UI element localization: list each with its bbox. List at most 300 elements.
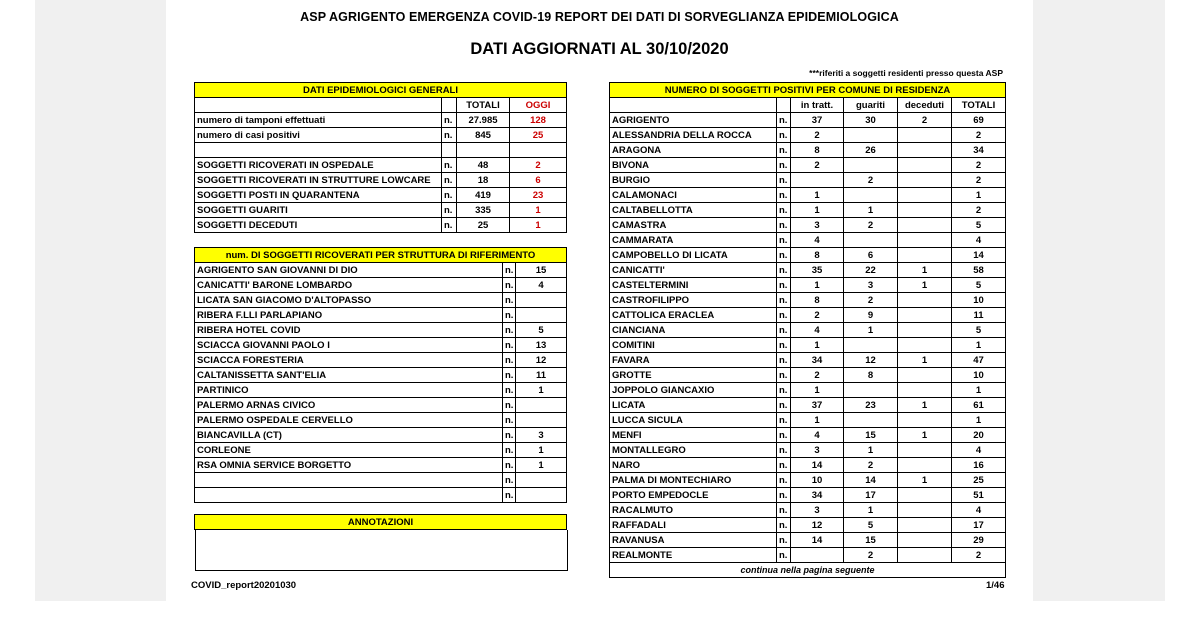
comune-deceduti — [898, 248, 952, 263]
annotations-title: ANNOTAZIONI — [195, 515, 567, 530]
comune-guariti: 30 — [844, 113, 898, 128]
comune-name: CATTOLICA ERACLEA — [610, 308, 777, 323]
comune-name: REALMONTE — [610, 548, 777, 563]
comune-name: MENFI — [610, 428, 777, 443]
comune-totali: 34 — [952, 143, 1006, 158]
comune-row — [610, 428, 1006, 443]
comune-in-tratt: 1 — [791, 413, 844, 428]
comune-totali: 2 — [952, 173, 1006, 188]
comune-totali: 1 — [952, 338, 1006, 353]
comune-guariti: 26 — [844, 143, 898, 158]
comune-in-tratt: 34 — [791, 488, 844, 503]
comuni-table — [609, 82, 1006, 578]
general-row — [195, 143, 567, 158]
col-in-tratt: in tratt. — [791, 98, 844, 113]
comune-guariti — [844, 413, 898, 428]
general-row-oggi: 2 — [510, 158, 567, 173]
comune-name: CASTELTERMINI — [610, 278, 777, 293]
comune-deceduti — [898, 308, 952, 323]
structure-value — [516, 293, 567, 308]
comune-totali: 58 — [952, 263, 1006, 278]
col-totali: TOTALI — [457, 98, 510, 113]
document-page — [166, 0, 1033, 601]
structure-n: n. — [503, 428, 516, 443]
comune-totali: 2 — [952, 128, 1006, 143]
structure-row — [195, 278, 567, 293]
general-row — [195, 218, 567, 233]
comune-name: ARAGONA — [610, 143, 777, 158]
comune-deceduti — [898, 233, 952, 248]
comune-in-tratt: 1 — [791, 188, 844, 203]
comune-n: n. — [777, 443, 791, 458]
comune-row — [610, 353, 1006, 368]
comune-name: CASTROFILIPPO — [610, 293, 777, 308]
comune-deceduti — [898, 443, 952, 458]
general-row-totali: 48 — [457, 158, 510, 173]
comune-n: n. — [777, 428, 791, 443]
structure-name: BIANCAVILLA (CT) — [195, 428, 503, 443]
comune-deceduti — [898, 188, 952, 203]
comune-guariti — [844, 383, 898, 398]
structure-name: AGRIGENTO SAN GIOVANNI DI DIO — [195, 263, 503, 278]
col-guariti: guariti — [844, 98, 898, 113]
structure-row — [195, 413, 567, 428]
comune-in-tratt: 1 — [791, 203, 844, 218]
comune-totali: 5 — [952, 323, 1006, 338]
comune-totali: 2 — [952, 158, 1006, 173]
structure-n: n. — [503, 488, 516, 503]
comune-in-tratt: 3 — [791, 218, 844, 233]
comune-name: CANICATTI' — [610, 263, 777, 278]
comune-n: n. — [777, 548, 791, 563]
comune-guariti: 12 — [844, 353, 898, 368]
general-row-n: n. — [442, 203, 457, 218]
structure-row — [195, 488, 567, 503]
comune-name: JOPPOLO GIANCAXIO — [610, 383, 777, 398]
comune-in-tratt: 3 — [791, 503, 844, 518]
comune-name: RAFFADALI — [610, 518, 777, 533]
general-row-totali: 27.985 — [457, 113, 510, 128]
comune-name: CAMMARATA — [610, 233, 777, 248]
comune-n: n. — [777, 353, 791, 368]
comune-name: LICATA — [610, 398, 777, 413]
structure-name: RIBERA F.LLI PARLAPIANO — [195, 308, 503, 323]
comune-row — [610, 113, 1006, 128]
comune-n: n. — [777, 173, 791, 188]
comune-n: n. — [777, 308, 791, 323]
footer-page-number: 1/46 — [986, 580, 1005, 591]
col-oggi: OGGI — [510, 98, 567, 113]
comune-deceduti: 1 — [898, 398, 952, 413]
comune-in-tratt: 2 — [791, 308, 844, 323]
general-row-totali — [457, 143, 510, 158]
structure-value: 1 — [516, 383, 567, 398]
general-row-n: n. — [442, 113, 457, 128]
general-row-label: SOGGETTI POSTI IN QUARANTENA — [195, 188, 442, 203]
general-row-totali: 25 — [457, 218, 510, 233]
comune-in-tratt: 35 — [791, 263, 844, 278]
comune-name: CAMPOBELLO DI LICATA — [610, 248, 777, 263]
structure-name — [195, 473, 503, 488]
comune-row — [610, 218, 1006, 233]
comune-totali: 4 — [952, 503, 1006, 518]
comune-n: n. — [777, 203, 791, 218]
comune-in-tratt — [791, 173, 844, 188]
structure-row — [195, 293, 567, 308]
general-row-n: n. — [442, 218, 457, 233]
comune-deceduti — [898, 338, 952, 353]
comune-row — [610, 278, 1006, 293]
comune-totali: 5 — [952, 278, 1006, 293]
comune-totali: 5 — [952, 218, 1006, 233]
comune-row — [610, 383, 1006, 398]
comune-deceduti — [898, 368, 952, 383]
structure-value: 15 — [516, 263, 567, 278]
comune-totali: 17 — [952, 518, 1006, 533]
comune-deceduti — [898, 383, 952, 398]
structure-row — [195, 398, 567, 413]
general-row-oggi: 1 — [510, 203, 567, 218]
comune-n: n. — [777, 383, 791, 398]
comune-totali: 2 — [952, 203, 1006, 218]
comune-in-tratt: 37 — [791, 113, 844, 128]
structure-n: n. — [503, 413, 516, 428]
general-row-label: SOGGETTI DECEDUTI — [195, 218, 442, 233]
comune-totali: 14 — [952, 248, 1006, 263]
comune-row — [610, 503, 1006, 518]
comune-in-tratt: 1 — [791, 278, 844, 293]
comune-guariti: 2 — [844, 293, 898, 308]
structure-n: n. — [503, 338, 516, 353]
general-row-label: SOGGETTI GUARITI — [195, 203, 442, 218]
comune-n: n. — [777, 338, 791, 353]
comune-name: CIANCIANA — [610, 323, 777, 338]
comune-n: n. — [777, 323, 791, 338]
structure-name: PALERMO OSPEDALE CERVELLO — [195, 413, 503, 428]
comune-deceduti: 1 — [898, 278, 952, 293]
structure-row — [195, 428, 567, 443]
comune-deceduti: 1 — [898, 473, 952, 488]
structure-value: 11 — [516, 368, 567, 383]
comune-name: NARO — [610, 458, 777, 473]
comune-row — [610, 158, 1006, 173]
comune-totali: 69 — [952, 113, 1006, 128]
comune-totali: 29 — [952, 533, 1006, 548]
comune-guariti: 2 — [844, 173, 898, 188]
comune-deceduti: 1 — [898, 353, 952, 368]
comune-totali: 11 — [952, 308, 1006, 323]
comune-n: n. — [777, 368, 791, 383]
comune-name: ALESSANDRIA DELLA ROCCA — [610, 128, 777, 143]
general-row-totali: 18 — [457, 173, 510, 188]
comune-n: n. — [777, 263, 791, 278]
general-row-oggi: 1 — [510, 218, 567, 233]
general-row-oggi: 128 — [510, 113, 567, 128]
comune-n: n. — [777, 503, 791, 518]
comune-deceduti — [898, 413, 952, 428]
comune-in-tratt: 34 — [791, 353, 844, 368]
comune-name: CALAMONACI — [610, 188, 777, 203]
comune-in-tratt: 8 — [791, 293, 844, 308]
annotations-box — [195, 530, 568, 571]
structure-value: 3 — [516, 428, 567, 443]
comune-deceduti — [898, 173, 952, 188]
comune-guariti: 5 — [844, 518, 898, 533]
comune-deceduti — [898, 158, 952, 173]
structure-n: n. — [503, 308, 516, 323]
comune-n: n. — [777, 518, 791, 533]
comune-n: n. — [777, 458, 791, 473]
comune-row — [610, 128, 1006, 143]
structure-row — [195, 338, 567, 353]
general-row-n: n. — [442, 173, 457, 188]
comune-n: n. — [777, 398, 791, 413]
comune-totali: 61 — [952, 398, 1006, 413]
footer-filename: COVID_report20201030 — [191, 580, 297, 591]
comune-in-tratt: 4 — [791, 428, 844, 443]
structure-n: n. — [503, 368, 516, 383]
general-row-totali: 335 — [457, 203, 510, 218]
comune-row — [610, 413, 1006, 428]
comune-deceduti — [898, 203, 952, 218]
comune-row — [610, 458, 1006, 473]
structure-value: 5 — [516, 323, 567, 338]
comune-n: n. — [777, 158, 791, 173]
structure-name — [195, 488, 503, 503]
comune-row — [610, 338, 1006, 353]
comune-row — [610, 398, 1006, 413]
comune-row — [610, 473, 1006, 488]
comune-guariti: 6 — [844, 248, 898, 263]
comune-n: n. — [777, 248, 791, 263]
structure-row — [195, 473, 567, 488]
general-row-label: numero di tamponi effettuati — [195, 113, 442, 128]
general-row-n: n. — [442, 188, 457, 203]
comune-totali: 20 — [952, 428, 1006, 443]
structure-value — [516, 488, 567, 503]
continue-note: continua nella pagina seguente — [610, 563, 1006, 578]
comune-in-tratt: 4 — [791, 233, 844, 248]
structure-row — [195, 443, 567, 458]
comune-row — [610, 173, 1006, 188]
comune-n: n. — [777, 473, 791, 488]
comune-guariti — [844, 158, 898, 173]
col-totali: TOTALI — [952, 98, 1006, 113]
comune-guariti: 22 — [844, 263, 898, 278]
comune-name: AGRIGENTO — [610, 113, 777, 128]
comune-in-tratt: 10 — [791, 473, 844, 488]
comune-name: RACALMUTO — [610, 503, 777, 518]
comune-totali: 51 — [952, 488, 1006, 503]
comune-guariti — [844, 128, 898, 143]
comune-guariti: 2 — [844, 548, 898, 563]
comune-row — [610, 188, 1006, 203]
structure-row — [195, 308, 567, 323]
comune-in-tratt: 14 — [791, 458, 844, 473]
general-data-title: DATI EPIDEMIOLOGICI GENERALI — [195, 83, 567, 98]
comune-in-tratt: 2 — [791, 158, 844, 173]
comune-row — [610, 548, 1006, 563]
comune-guariti: 14 — [844, 473, 898, 488]
structure-row — [195, 353, 567, 368]
structure-n: n. — [503, 443, 516, 458]
comune-n: n. — [777, 113, 791, 128]
structure-n: n. — [503, 383, 516, 398]
comune-row — [610, 323, 1006, 338]
structure-n: n. — [503, 398, 516, 413]
comune-name: COMITINI — [610, 338, 777, 353]
comune-n: n. — [777, 143, 791, 158]
general-row — [195, 203, 567, 218]
general-row-n: n. — [442, 158, 457, 173]
structure-n: n. — [503, 293, 516, 308]
structure-value: 12 — [516, 353, 567, 368]
comune-guariti: 17 — [844, 488, 898, 503]
comune-name: LUCCA SICULA — [610, 413, 777, 428]
comune-deceduti — [898, 518, 952, 533]
comune-n: n. — [777, 413, 791, 428]
structure-name: CANICATTI' BARONE LOMBARDO — [195, 278, 503, 293]
comune-in-tratt: 1 — [791, 383, 844, 398]
comune-row — [610, 518, 1006, 533]
comune-totali: 16 — [952, 458, 1006, 473]
comune-guariti: 8 — [844, 368, 898, 383]
comune-in-tratt: 2 — [791, 128, 844, 143]
comune-row — [610, 203, 1006, 218]
comune-deceduti: 1 — [898, 428, 952, 443]
comune-deceduti — [898, 128, 952, 143]
comune-in-tratt: 37 — [791, 398, 844, 413]
comune-row — [610, 308, 1006, 323]
general-row — [195, 188, 567, 203]
comune-in-tratt: 12 — [791, 518, 844, 533]
comune-totali: 2 — [952, 548, 1006, 563]
comune-n: n. — [777, 278, 791, 293]
structure-n: n. — [503, 473, 516, 488]
comune-deceduti: 2 — [898, 113, 952, 128]
general-row-totali: 419 — [457, 188, 510, 203]
structure-value: 4 — [516, 278, 567, 293]
comune-name: MONTALLEGRO — [610, 443, 777, 458]
comune-row — [610, 248, 1006, 263]
comune-deceduti — [898, 143, 952, 158]
comune-guariti: 15 — [844, 533, 898, 548]
comune-guariti: 1 — [844, 203, 898, 218]
comune-totali: 10 — [952, 293, 1006, 308]
general-row-oggi: 6 — [510, 173, 567, 188]
comune-in-tratt: 4 — [791, 323, 844, 338]
comune-n: n. — [777, 533, 791, 548]
structure-value — [516, 308, 567, 323]
comune-deceduti: 1 — [898, 263, 952, 278]
structure-value: 1 — [516, 458, 567, 473]
structure-value: 1 — [516, 443, 567, 458]
comune-guariti — [844, 188, 898, 203]
structure-n: n. — [503, 458, 516, 473]
comune-deceduti — [898, 323, 952, 338]
comune-totali: 25 — [952, 473, 1006, 488]
comune-row — [610, 443, 1006, 458]
comune-deceduti — [898, 533, 952, 548]
comune-in-tratt: 1 — [791, 338, 844, 353]
comune-deceduti — [898, 548, 952, 563]
comune-in-tratt: 8 — [791, 143, 844, 158]
structure-name: CORLEONE — [195, 443, 503, 458]
general-row — [195, 128, 567, 143]
general-row-label: SOGGETTI RICOVERATI IN STRUTTURE LOWCARE — [195, 173, 442, 188]
structure-row — [195, 458, 567, 473]
structure-n: n. — [503, 323, 516, 338]
structure-name: RIBERA HOTEL COVID — [195, 323, 503, 338]
comune-totali: 10 — [952, 368, 1006, 383]
comune-name: BIVONA — [610, 158, 777, 173]
comune-guariti: 2 — [844, 218, 898, 233]
comune-guariti: 15 — [844, 428, 898, 443]
comune-name: RAVANUSA — [610, 533, 777, 548]
comune-in-tratt: 8 — [791, 248, 844, 263]
comune-n: n. — [777, 128, 791, 143]
structure-value — [516, 413, 567, 428]
comune-n: n. — [777, 188, 791, 203]
comune-row — [610, 533, 1006, 548]
structure-name: RSA OMNIA SERVICE BORGETTO — [195, 458, 503, 473]
comune-row — [610, 143, 1006, 158]
structure-name: PALERMO ARNAS CIVICO — [195, 398, 503, 413]
comune-name: PALMA DI MONTECHIARO — [610, 473, 777, 488]
structure-n: n. — [503, 278, 516, 293]
comune-guariti: 1 — [844, 323, 898, 338]
structures-table — [194, 247, 567, 503]
comune-guariti: 3 — [844, 278, 898, 293]
general-row — [195, 173, 567, 188]
comune-name: PORTO EMPEDOCLE — [610, 488, 777, 503]
comune-row — [610, 263, 1006, 278]
comune-guariti: 9 — [844, 308, 898, 323]
comune-name: BURGIO — [610, 173, 777, 188]
structure-value — [516, 398, 567, 413]
structure-n: n. — [503, 263, 516, 278]
structure-row — [195, 368, 567, 383]
residents-note: ***riferiti a soggetti residenti presso questa ASP — [809, 68, 1003, 78]
structure-name: SCIACCA GIOVANNI PAOLO I — [195, 338, 503, 353]
comune-guariti: 2 — [844, 458, 898, 473]
structure-value: 13 — [516, 338, 567, 353]
comune-n: n. — [777, 293, 791, 308]
general-row-label: numero di casi positivi — [195, 128, 442, 143]
general-row-n — [442, 143, 457, 158]
comune-name: CAMASTRA — [610, 218, 777, 233]
comune-name: CALTABELLOTTA — [610, 203, 777, 218]
comune-n: n. — [777, 488, 791, 503]
general-row-oggi — [510, 143, 567, 158]
general-row-oggi: 25 — [510, 128, 567, 143]
comune-totali: 1 — [952, 188, 1006, 203]
structure-n: n. — [503, 353, 516, 368]
structure-name: SCIACCA FORESTERIA — [195, 353, 503, 368]
structure-name: PARTINICO — [195, 383, 503, 398]
comune-guariti: 23 — [844, 398, 898, 413]
general-row-label: SOGGETTI RICOVERATI IN OSPEDALE — [195, 158, 442, 173]
comune-guariti: 1 — [844, 443, 898, 458]
annotations-table — [194, 514, 567, 530]
comune-guariti — [844, 233, 898, 248]
general-row-n: n. — [442, 128, 457, 143]
comune-in-tratt: 3 — [791, 443, 844, 458]
structure-row — [195, 383, 567, 398]
viewer-gutter-right — [1033, 0, 1165, 601]
general-row — [195, 158, 567, 173]
comune-deceduti — [898, 458, 952, 473]
